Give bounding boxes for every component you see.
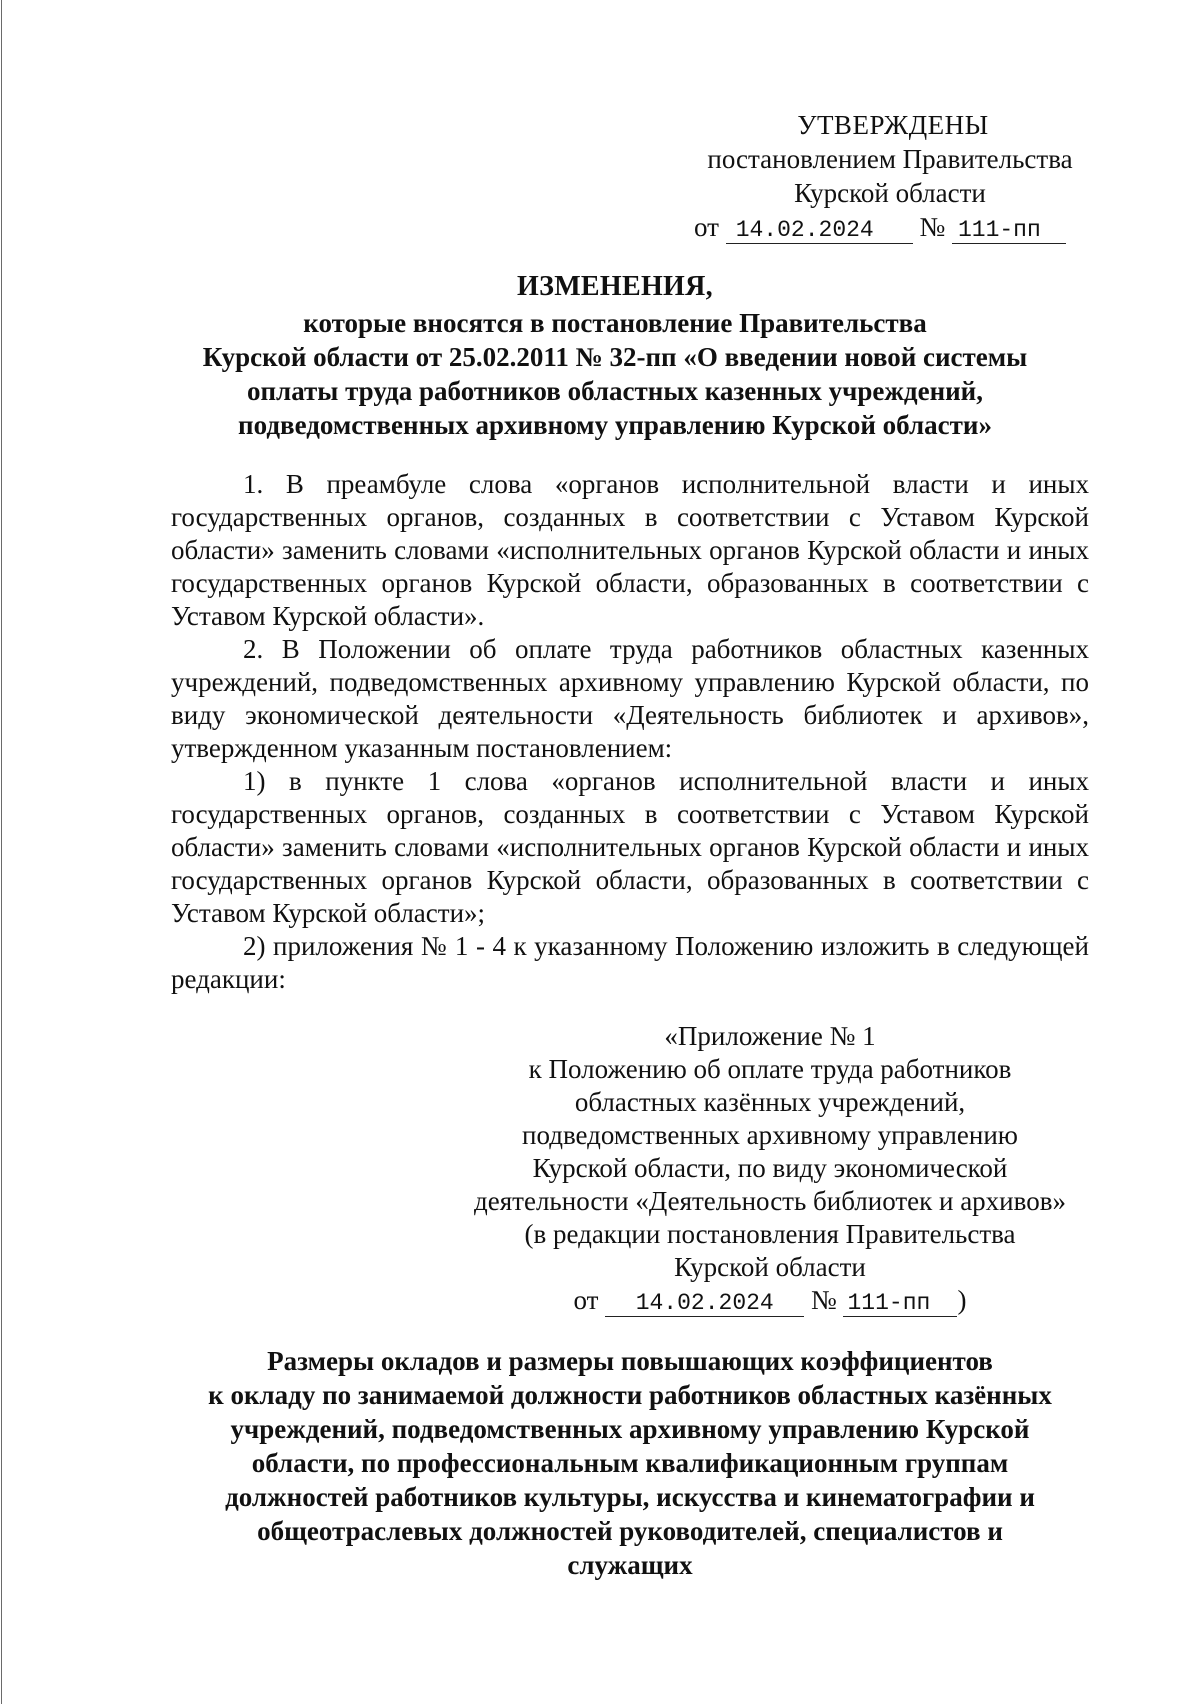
section-heading-line: к окладу по занимаемой должности работников областных казённых <box>208 1380 1052 1410</box>
document-body <box>171 468 1089 996</box>
paragraph-2-item-2: 2) приложения № 1 - 4 к указанному Положению изложить в следующей редакции: <box>171 931 1089 994</box>
title-line: оплаты труда работников областных казенных учреждений, <box>246 376 983 406</box>
appendix-date-prefix: от <box>573 1285 599 1315</box>
section-heading <box>170 1344 1090 1582</box>
title-line: Курской области от 25.02.2011 № 32-пп «О введении новой системы <box>202 342 1028 372</box>
appendix-number: 111-пп <box>843 1290 957 1317</box>
section-heading-line: должностей работников культуры, искусства и кинематографии и <box>225 1482 1035 1512</box>
appendix-closing: ) <box>957 1285 967 1315</box>
approval-date-line <box>690 210 1090 244</box>
section-heading-line: учреждений, подведомственных архивному управлению Курской <box>230 1414 1030 1444</box>
appendix-line: «Приложение № 1 <box>664 1021 876 1051</box>
section-heading-line: служащих <box>567 1550 693 1580</box>
title-main: ИЗМЕНЕНИЯ, <box>517 271 713 302</box>
appendix-line: деятельности «Деятельность библиотек и архивов» <box>474 1186 1066 1216</box>
appendix-line: к Положению об оплате труда работников <box>528 1054 1012 1084</box>
appendix-header <box>450 1020 1090 1317</box>
appendix-line: Курской области, по виду экономической <box>532 1153 1008 1183</box>
appendix-date-line <box>450 1284 1090 1317</box>
appendix-date: 14.02.2024 <box>605 1290 804 1317</box>
scan-edge-line <box>1 0 2 1704</box>
section-heading-line: области, по профессиональным квалификационным группам <box>251 1448 1009 1478</box>
approval-number-prefix: № <box>919 212 946 242</box>
approval-block <box>690 108 1090 244</box>
document-title <box>150 270 1080 442</box>
paragraph-2: 2. В Положении об оплате труда работников областных казенных учреждений, подведомственных архивному управлению Курской области, по виду экономической деятельности «Деятельность библиотек и архивов», утвержденном указанным постановлением: <box>171 634 1089 763</box>
paragraph-2-item-1: 1) в пункте 1 слова «органов исполнительной власти и иных государственных органов, созданных в соответствии с Уставом Курской области» заменить словами «исполнительных органов Курской области и иных государственных органов Курской области, образованных в соответствии с Уставом Курской области»; <box>171 766 1089 928</box>
approval-number: 111-пп <box>952 217 1066 244</box>
approval-title: УТВЕРЖДЕНЫ <box>797 110 989 140</box>
appendix-line: (в редакции постановления Правительства <box>524 1219 1016 1249</box>
appendix-line: подведомственных архивному управлению <box>522 1120 1018 1150</box>
section-heading-line: общеотраслевых должностей руководителей, специалистов и <box>257 1516 1003 1546</box>
title-line: подведомственных архивному управлению Курской области» <box>238 410 992 440</box>
approval-region: Курской области <box>794 178 986 208</box>
section-heading-line: Размеры окладов и размеры повышающих коэффициентов <box>267 1346 993 1376</box>
approval-date: 14.02.2024 <box>726 217 913 244</box>
approval-authority: постановлением Правительства <box>707 144 1073 174</box>
appendix-line: Курской области <box>674 1252 866 1282</box>
paragraph-1: 1. В преамбуле слова «органов исполнительной власти и иных государственных органов, созданных в соответствии с Уставом Курской области» заменить словами «исполнительных органов Курской области и иных государственных органов Курской области, образованных в соответствии с Уставом Курской области». <box>171 469 1089 631</box>
approval-date-prefix: от <box>694 212 719 242</box>
title-line: которые вносятся в постановление Правительства <box>303 308 927 338</box>
appendix-number-prefix: № <box>810 1285 837 1315</box>
appendix-line: областных казённых учреждений, <box>574 1087 966 1117</box>
